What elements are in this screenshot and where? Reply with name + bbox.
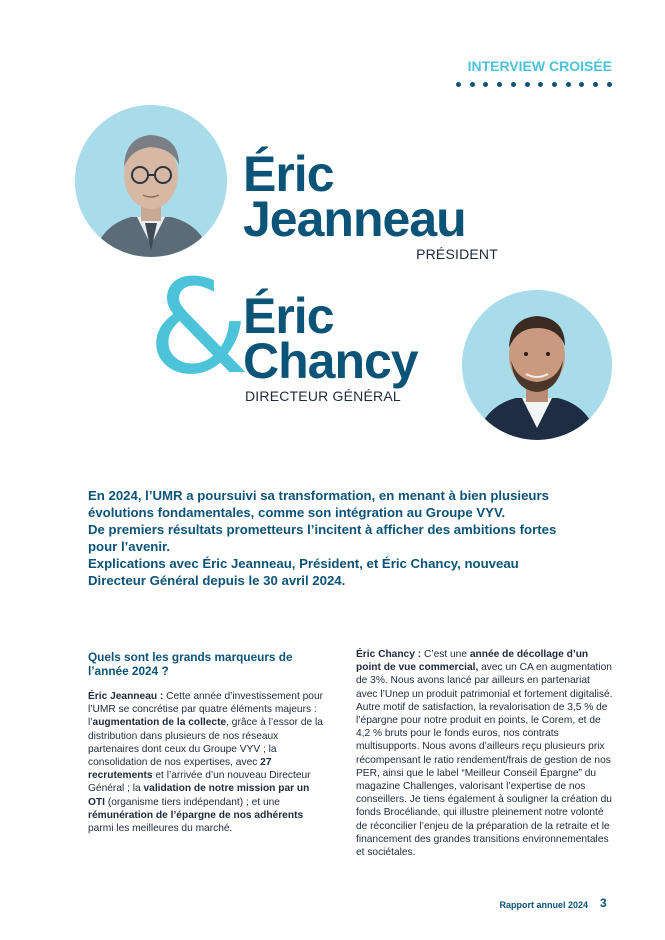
portrait-eric-chancy: [462, 290, 612, 440]
answer-text: et l’arrivée d’un nouveau Directeur Général ; la: [88, 770, 311, 795]
person1-role: PRÉSIDENT: [416, 246, 498, 262]
portrait-eric-jeanneau: [75, 105, 227, 257]
answer-chancy: [356, 648, 614, 859]
answer-bold: année de décollage d’un point de vue commercial,: [356, 649, 589, 674]
answer-text: C’est une: [421, 649, 470, 660]
divider-dot: [552, 82, 557, 87]
section-label: INTERVIEW CROISÉE: [467, 58, 612, 74]
divider-dot: [456, 82, 461, 87]
answer-text: avec un CA en augmentation de 3%. Nous avons lancé par ailleurs en partenariat avec l’Unep un produit patrimonial et fortement digitalisé. Autre motif de satisfaction, la revalorisation de 3,5 % de l’épargne pour notre produit en points, le Corem, et de 4,2 % bruts pour le fonds euros, nos contrats multisupports. Nous avons d’ailleurs reçu plusieurs prix récompensant le ratio rendement/frais de gestion de nos PER, ainsi que le label “Meilleur Conseil Épargne” du magazine Challenges, valorisant l’expertise de nos conseillers. Je tiens également à souligner la création du fonds Brocéliande, qui illustre pleinement notre volonté de réconcilier l’enjeu de la préparation de la retraite et le financement des grandes transitions environnementales et sociétales.: [356, 662, 613, 859]
answer-text: , grâce à l’essor de la distribution dans plusieurs de nos réseaux partenaires dont ceux du Groupe VYV ; la consolidation de nos expertises, avec: [88, 717, 323, 769]
answer-bold: augmentation de la collecte: [92, 717, 227, 729]
left-column: [88, 650, 328, 835]
answer-text: Cette année d’investissement pour l’UMR se concrétise par quatre éléments majeurs : l’: [88, 691, 324, 729]
intro-paragraph-2: De premiers résultats prometteurs l’incitent à afficher des ambitions fortes pour l’avenir.: [88, 522, 557, 554]
divider-dot: [525, 82, 530, 87]
person2-name: [243, 288, 418, 389]
divider-dot: [538, 82, 543, 87]
answer-bold: validation de notre mission par un OTI: [88, 783, 310, 808]
ampersand-glyph: &: [148, 251, 250, 403]
person1-last-name: Jeanneau: [243, 191, 466, 247]
answer-bold: rémunération de l’épargne de nos adhérents: [88, 809, 304, 821]
intro-paragraph-1: En 2024, l’UMR a poursuivi sa transformation, en menant à bien plusieurs évolutions fondamentales, comme son intégration au Groupe VYV.: [88, 488, 549, 520]
divider-dot: [483, 82, 488, 87]
answer-text: (organisme tiers indépendant) ; et une: [104, 796, 280, 808]
divider-dot: [470, 82, 475, 87]
speaker-chancy: Éric Chancy :: [356, 649, 422, 660]
intro-block: [88, 487, 558, 589]
divider-dot: [607, 82, 612, 87]
divider-dot: [566, 82, 571, 87]
person1-name: [243, 146, 466, 247]
speaker-jeanneau: Éric Jeanneau :: [88, 691, 164, 702]
page-number: 3: [600, 896, 607, 910]
divider-dot: [593, 82, 598, 87]
right-column: [356, 648, 614, 859]
footer-report-label: Rapport annuel 2024: [499, 900, 588, 910]
intro-paragraph-3: Explications avec Éric Jeanneau, Président, et Éric Chancy, nouveau Directeur Général depuis le 30 avril 2024.: [88, 556, 519, 588]
question-heading: Quels sont les grands marqueurs de l’année 2024 ?: [88, 650, 293, 678]
answer-bold: 27 recrutements: [88, 757, 272, 782]
answer-text: parmi les meilleures du marché.: [88, 823, 233, 835]
person2-last-name: Chancy: [243, 333, 418, 389]
person1-first-name: Éric: [243, 146, 334, 202]
divider-dot: [497, 82, 502, 87]
person2-first-name: Éric: [243, 288, 334, 344]
answer-jeanneau: [88, 690, 328, 835]
divider-dot: [579, 82, 584, 87]
divider-dot: [511, 82, 516, 87]
person2-role: DIRECTEUR GÉNÉRAL: [245, 388, 401, 404]
dotted-divider: [456, 82, 612, 88]
